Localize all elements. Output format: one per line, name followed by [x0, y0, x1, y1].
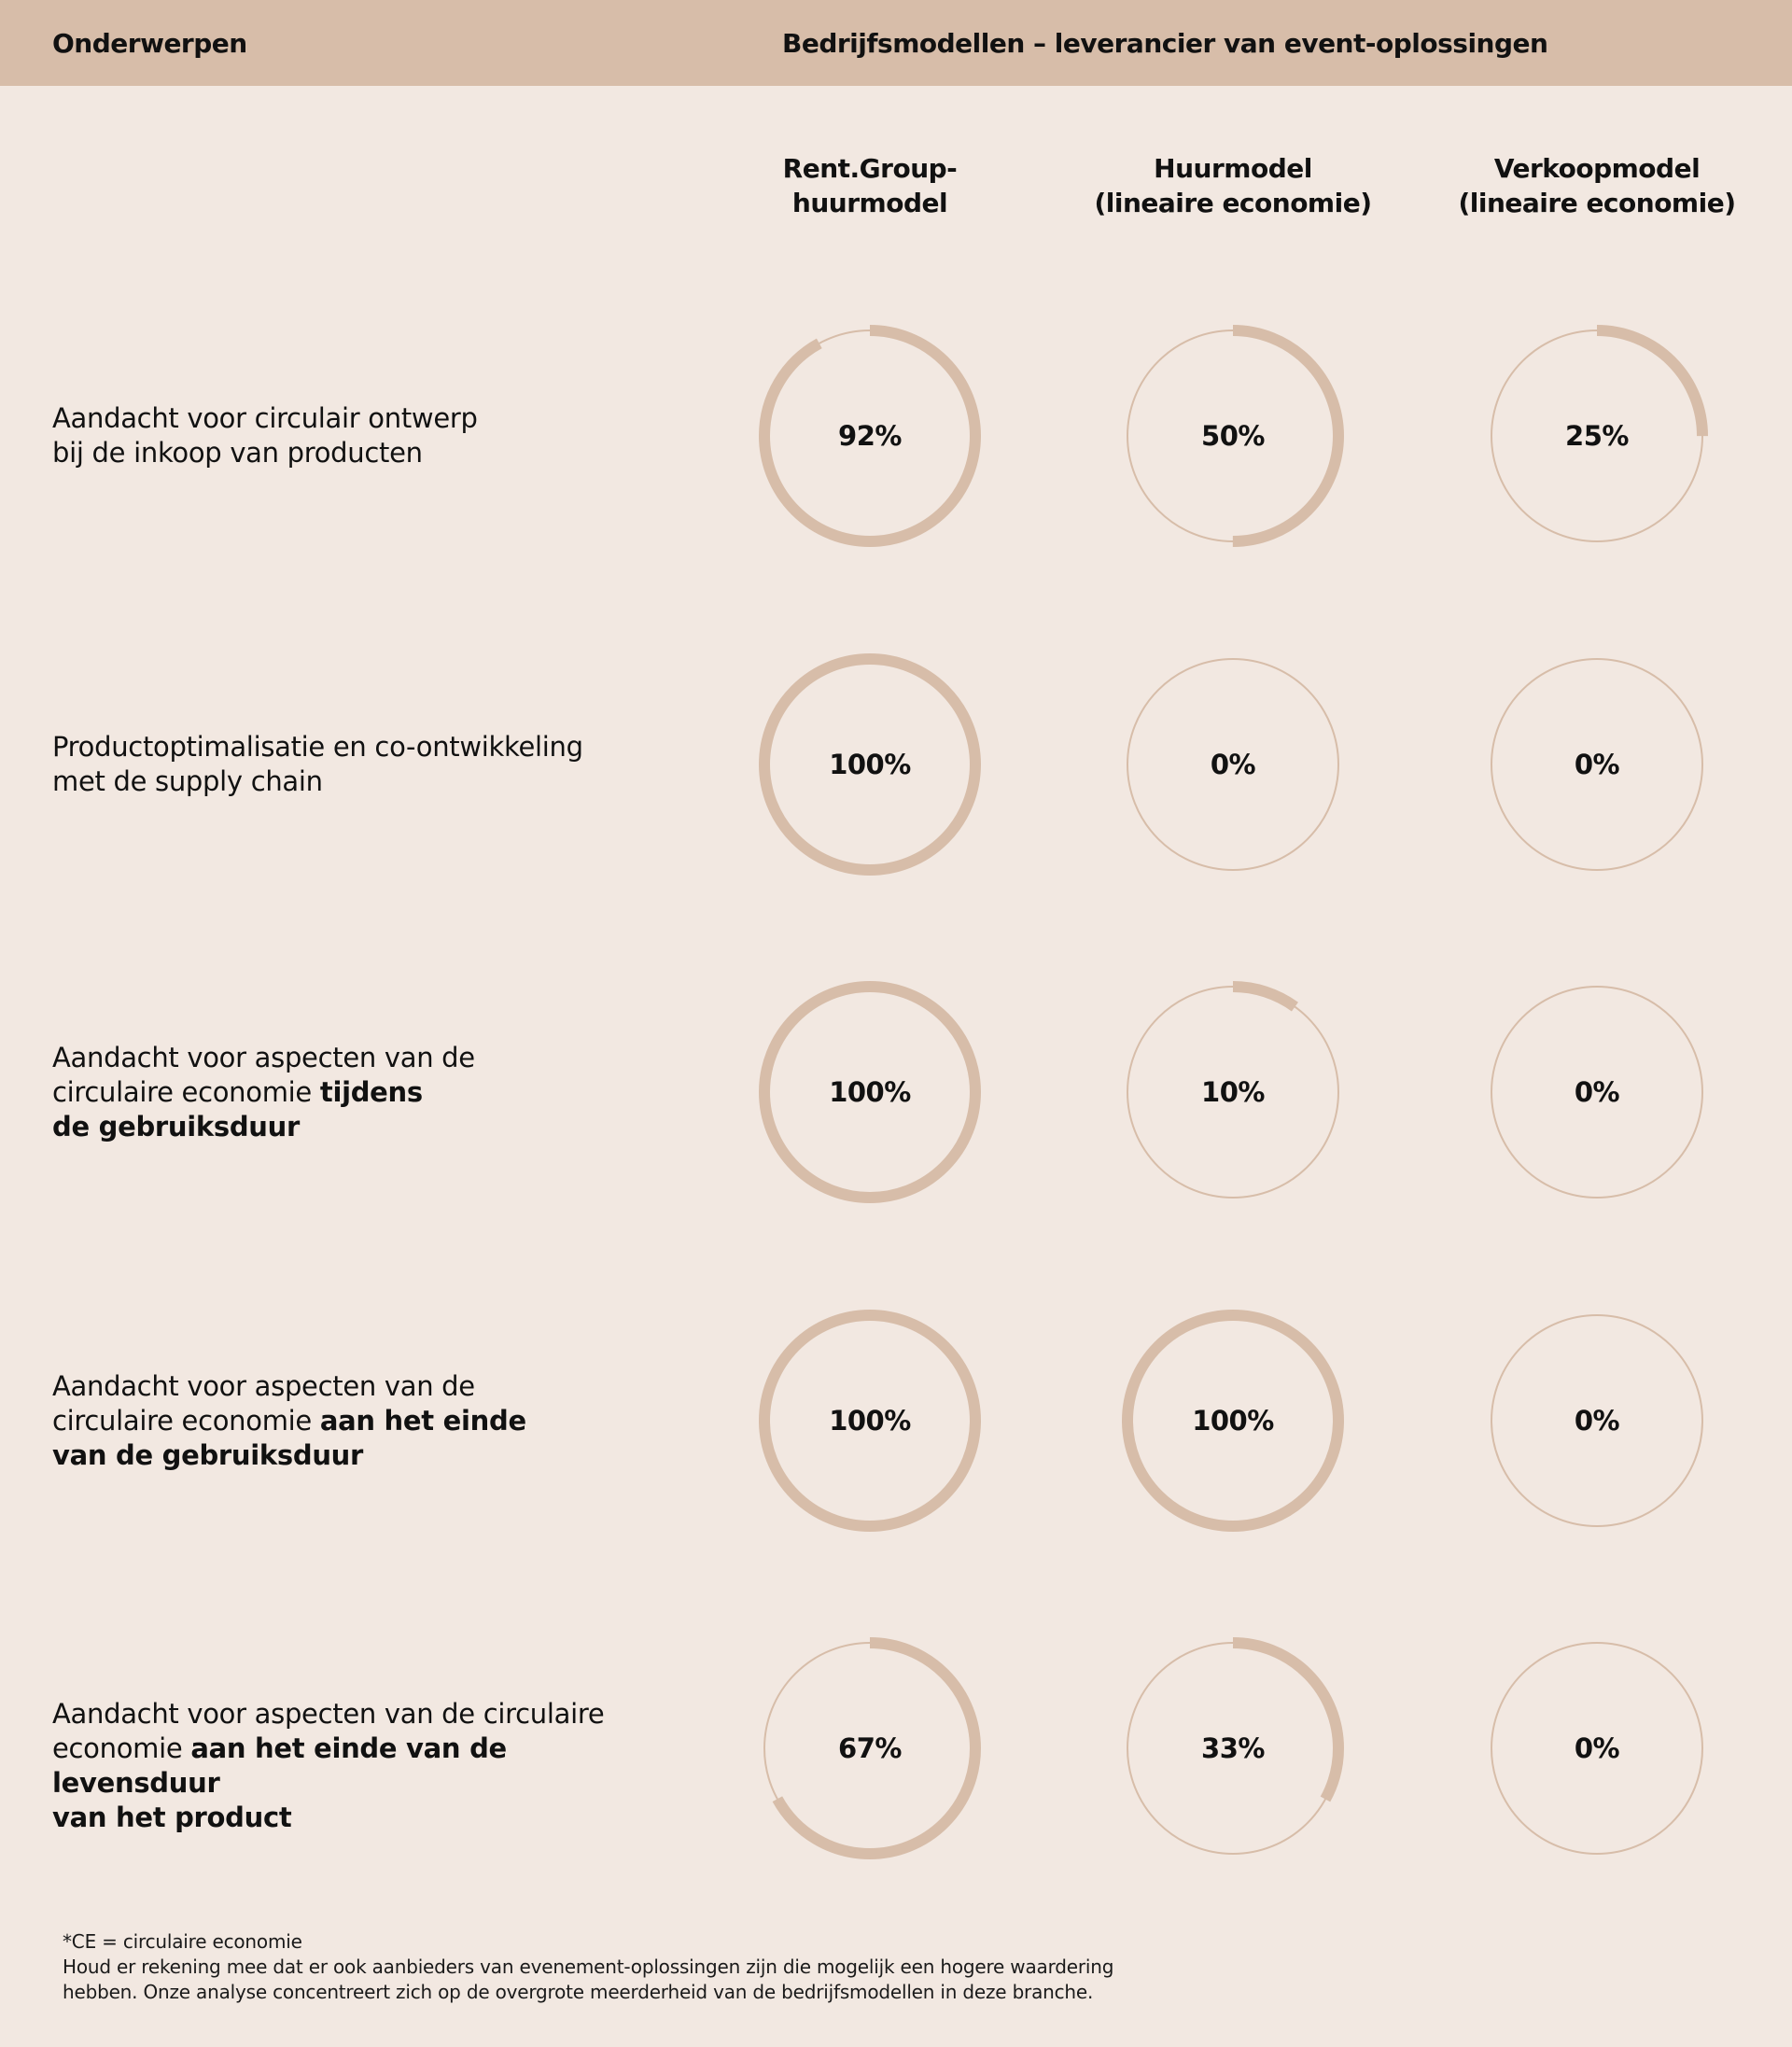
- progress-ring: [1476, 315, 1718, 557]
- row-label-part: circulaire economie: [52, 1075, 320, 1108]
- progress-ring: [749, 315, 991, 557]
- row-label-5: [52, 1697, 650, 1835]
- progress-ring-value: 0%: [1574, 1076, 1620, 1108]
- progress-ring: [1476, 1627, 1718, 1870]
- footnote: [63, 1929, 1183, 2005]
- column-header-2-line1: Huurmodel: [1154, 153, 1312, 184]
- progress-ring: [749, 1627, 991, 1870]
- footnote-line-1: *CE = circulaire economie: [63, 1930, 302, 1953]
- row-label-part: circulaire economie: [52, 1404, 320, 1437]
- progress-ring: [749, 643, 991, 886]
- progress-ring-value: 100%: [829, 1405, 911, 1437]
- progress-ring-value: 100%: [829, 749, 911, 780]
- progress-ring-value: 100%: [1192, 1405, 1274, 1437]
- progress-ring-value: 92%: [838, 420, 902, 452]
- column-header-2: [1074, 151, 1392, 220]
- column-header-1-line2: huurmodel: [791, 188, 948, 218]
- column-header-1: [711, 151, 1029, 220]
- row-label-part: Aandacht voor aspecten van de: [52, 1041, 475, 1073]
- row-label-part: aan het einde: [319, 1404, 526, 1437]
- progress-ring-value: 25%: [1565, 420, 1629, 452]
- column-header-3: [1438, 151, 1756, 220]
- row-label-part: Aandacht voor circulair ontwerp: [52, 402, 478, 434]
- column-header-2-line2: (lineaire economie): [1094, 188, 1372, 218]
- row-label-3: [52, 1041, 650, 1144]
- row-label-part: van de gebruiksduur: [52, 1438, 364, 1471]
- row-label-4: [52, 1369, 650, 1473]
- row-label-part: van het product: [52, 1801, 292, 1833]
- business-models-heading: Bedrijfsmodellen – leverancier van event-oplossingen: [782, 28, 1548, 59]
- progress-ring-value: 100%: [829, 1076, 911, 1108]
- row-label-1: [52, 401, 650, 470]
- progress-ring: [1112, 643, 1354, 886]
- progress-ring: [1112, 315, 1354, 557]
- row-label-part: tijdens: [319, 1075, 423, 1108]
- progress-ring-value: 0%: [1574, 1732, 1620, 1764]
- progress-ring-value: 67%: [838, 1732, 902, 1764]
- column-header-1-line1: Rent.Group-: [782, 153, 958, 184]
- progress-ring: [1476, 1299, 1718, 1542]
- progress-ring: [1476, 643, 1718, 886]
- progress-ring: [749, 971, 991, 1213]
- progress-ring: [749, 1299, 991, 1542]
- row-label-2: [52, 730, 650, 799]
- table-header-bar: [0, 0, 1792, 86]
- progress-ring-value: 0%: [1574, 1405, 1620, 1437]
- row-label-part: met de supply chain: [52, 765, 323, 797]
- row-label-part: aan het einde van de levensduur: [52, 1732, 507, 1799]
- progress-ring-value: 0%: [1210, 749, 1256, 780]
- topics-heading: Onderwerpen: [52, 28, 247, 59]
- row-label-part: Aandacht voor aspecten van de: [52, 1369, 475, 1402]
- progress-ring-value: 0%: [1574, 749, 1620, 780]
- progress-ring: [1112, 971, 1354, 1213]
- row-label-part: economie: [52, 1732, 191, 1764]
- progress-ring: [1112, 1627, 1354, 1870]
- column-header-3-line1: Verkoopmodel: [1493, 153, 1701, 184]
- footnote-line-2: Houd er rekening mee dat er ook aanbieders van evenement-oplossingen zijn die mogelijk een hogere waardering: [63, 1956, 1114, 1978]
- row-label-part: bij de inkoop van producten: [52, 437, 423, 469]
- progress-ring-value: 33%: [1201, 1732, 1265, 1764]
- row-label-part: Productoptimalisatie en co-ontwikkeling: [52, 731, 583, 763]
- progress-ring: [1476, 971, 1718, 1213]
- progress-ring-value: 50%: [1201, 420, 1265, 452]
- progress-ring-value: 10%: [1201, 1076, 1265, 1108]
- row-label-part: Aandacht voor aspecten van de circulaire: [52, 1697, 605, 1730]
- footnote-line-3: hebben. Onze analyse concentreert zich op de overgrote meerderheid van de bedrijfsmodellen in deze branche.: [63, 1981, 1094, 2003]
- column-header-3-line2: (lineaire economie): [1458, 188, 1736, 218]
- row-label-part: de gebruiksduur: [52, 1110, 300, 1143]
- progress-ring: [1112, 1299, 1354, 1542]
